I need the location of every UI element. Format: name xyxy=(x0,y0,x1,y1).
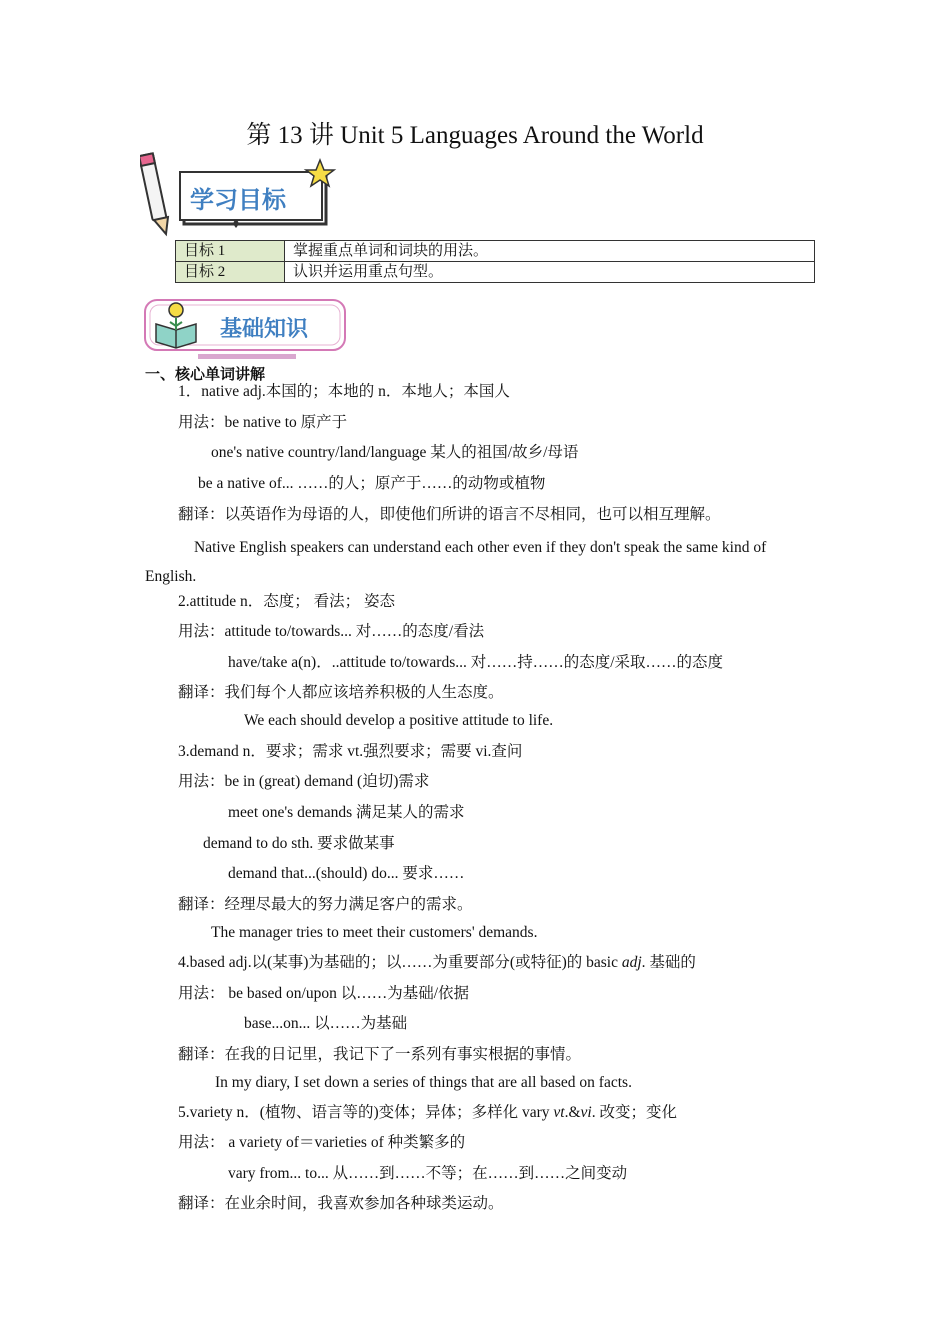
goal-key: 目标 1 xyxy=(176,241,285,262)
based-usage: 用法： be based on/upon 以……为基础/依据 xyxy=(178,985,470,1002)
based-heading: 4.based adj.以(某事)为基础的；以……为重要部分(或特征)的 basic adj. 基础的 xyxy=(178,954,696,971)
based-usage-2: base...on... 以……为基础 xyxy=(244,1015,408,1032)
native-answer: Native English speakers can understand each other even if they don't speak the same kind of English. xyxy=(145,539,767,585)
goal-value: 掌握重点单词和词块的用法。 xyxy=(285,241,815,262)
table-row xyxy=(176,241,815,262)
native-usage-2: one's native country/land/language 某人的祖国/故乡/母语 xyxy=(211,444,579,461)
demand-usage-3: demand to do sth. 要求做某事 xyxy=(203,835,395,852)
native-translate: 翻译：以英语作为母语的人，即使他们所讲的语言不尽相同，也可以相互理解。 xyxy=(178,506,721,523)
attitude-usage-2: have/take a(n)．..attitude to/towards... 对……持……的态度/采取……的态度 xyxy=(228,654,724,671)
attitude-usage: 用法：attitude to/towards... 对……的态度/看法 xyxy=(178,623,485,640)
attitude-heading: 2.attitude n．态度； 看法； 姿态 xyxy=(178,593,395,610)
native-usage: 用法：be native to 原产于 xyxy=(178,414,348,431)
demand-usage-2: meet one's demands 满足某人的需求 xyxy=(228,804,465,821)
attitude-answer: We each should develop a positive attitude to life. xyxy=(244,712,554,729)
goal-key: 目标 2 xyxy=(176,262,285,283)
demand-heading: 3.demand n．要求；需求 vt.强烈要求；需要 vi.查问 xyxy=(178,743,523,760)
native-usage-3: be a native of... ……的人；原产于……的动物或植物 xyxy=(198,475,546,492)
table-row xyxy=(176,262,815,283)
native-heading: 1．native adj.本国的；本地的 n．本地人；本国人 xyxy=(178,383,510,400)
variety-usage: 用法： a variety of＝varieties of 种类繁多的 xyxy=(178,1134,466,1151)
variety-usage-2: vary from... to... 从……到……不等；在……到……之间变动 xyxy=(228,1165,628,1182)
goal-value: 认识并运用重点句型。 xyxy=(285,262,815,283)
page-title: 第 13 讲 Unit 5 Languages Around the World xyxy=(246,122,704,149)
pencil-icon xyxy=(140,153,168,234)
variety-translate: 翻译：在业余时间，我喜欢参加各种球类运动。 xyxy=(178,1195,504,1212)
demand-usage-4: demand that...(should) do... 要求…… xyxy=(228,865,465,882)
goals-table xyxy=(175,240,815,283)
based-answer: In my diary, I set down a series of things that are all based on facts. xyxy=(215,1074,632,1091)
demand-answer: The manager tries to meet their customers' demands. xyxy=(211,924,538,941)
variety-heading: 5.variety n．(植物、语言等的)变体；异体；多样化 vary vt.&vi. 改变；变化 xyxy=(178,1104,677,1121)
heart-icon xyxy=(234,220,239,228)
badge-basics-text: 基础知识 xyxy=(220,317,309,342)
section-title: 一、核心单词讲解 xyxy=(145,365,266,383)
attitude-translate: 翻译：我们每个人都应该培养积极的人生态度。 xyxy=(178,684,504,701)
badge-goals-text: 学习目标 xyxy=(190,186,286,214)
learning-goals-badge xyxy=(140,148,340,240)
demand-translate: 翻译：经理尽最大的努力满足客户的需求。 xyxy=(178,896,473,913)
demand-usage: 用法：be in (great) demand (迫切)需求 xyxy=(178,773,430,790)
based-translate: 翻译：在我的日记里，我记下了一系列有事实根据的事情。 xyxy=(178,1046,582,1063)
basic-knowledge-badge xyxy=(142,296,348,362)
